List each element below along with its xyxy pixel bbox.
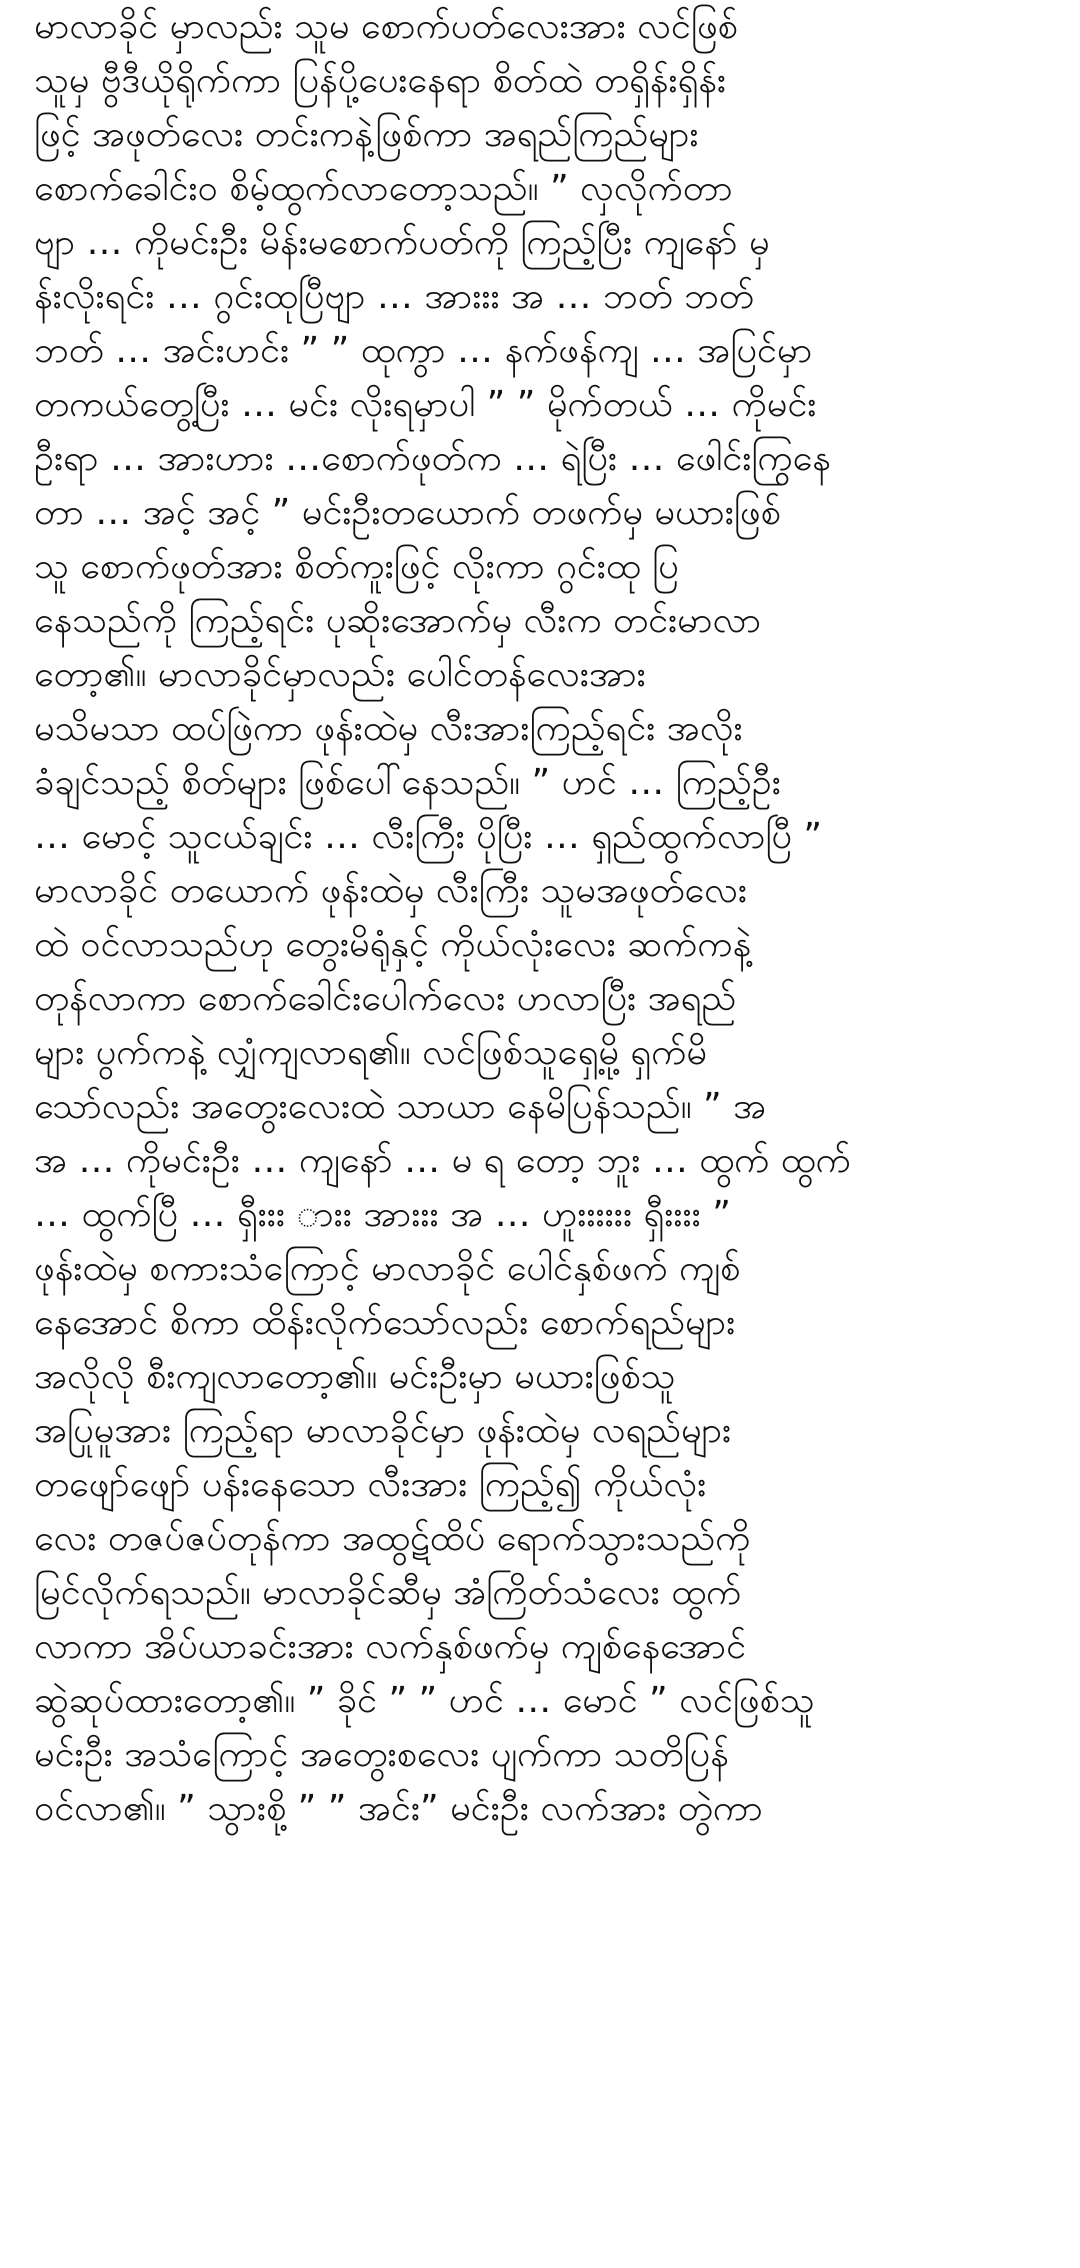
text-line: တာ … အင့် အင့် ” မင်းဦးတယောက် တဖက်မှ မယားဖြစ် [34, 492, 781, 533]
text-line: ဆွဲဆုပ်ထားတော့၏။ ” ခိုင် ” ” ဟင် … မောင် ” လင်ဖြစ်သူ [34, 1680, 815, 1721]
text-line: … ထွက်ပြီ … ရှီးးး ◌ားး အားးး အ … ဟူးးးးးး ရှီးးးး ” [34, 1194, 731, 1235]
story-text [34, 0, 1059, 1836]
text-line: ဖြင့် အဖုတ်လေး တင်းကနဲ့ဖြစ်ကာ အရည်ကြည်များ [34, 114, 699, 155]
text-line: လာကာ အိပ်ယာခင်းအား လက်နှစ်ဖက်မှ ကျစ်နေအောင် [34, 1626, 747, 1667]
text-line: အ … ကိုမင်းဦး … ကျနော် … မ ရ တော့ ဘူး … ထွက် ထွက် [34, 1140, 851, 1181]
text-line: တော့၏။ မာလာခိုင်မှာလည်း ပေါင်တန်လေးအား [34, 654, 646, 695]
text-line: စောက်ခေါင်းဝ စိမ့်ထွက်လာတော့သည်။ ” လှလိုက်တာ [34, 168, 733, 209]
text-line: သော်လည်း အတွေးလေးထဲ သာယာ နေမိပြန်သည်။ ” အ [34, 1086, 767, 1127]
text-line: ဖုန်းထဲမှ စကားသံကြောင့် မာလာခိုင် ပေါင်နှစ်ဖက် ကျစ် [34, 1248, 741, 1289]
text-line: မင်းဦး အသံကြောင့် အတွေးစလေး ပျက်ကာ သတိပြန် [34, 1734, 729, 1775]
text-line: ခံချင်သည့် စိတ်များ ဖြစ်ပေါ်နေသည်။ ” ဟင် … ကြည့်ဦး [34, 762, 781, 803]
text-line: မသိမသာ ထပ်ဖြဲကာ ဖုန်းထဲမှ လီးအားကြည့်ရင်း အလိုး [34, 708, 743, 749]
text-line: ဗျာ … ကိုမင်းဦး မိန်းမစောက်ပတ်ကို ကြည့်ပြီး ကျနော် မှ [34, 222, 770, 263]
text-line: လေး တဇပ်ဇပ်တုန်ကာ အထွဋ်ထိပ် ရောက်သွားသည်ကို [34, 1518, 751, 1559]
text-line: မာလာခိုင် တယောက် ဖုန်းထဲမှ လီးကြီး သူမအဖုတ်လေး [34, 870, 747, 911]
text-line: အပြုမူအား ကြည့်ရာ မာလာခိုင်မှာ ဖုန်းထဲမှ လရည်များ [34, 1410, 732, 1451]
text-line: ထဲ ဝင်လာသည်ဟု တွေးမိရုံနှင့် ကိုယ်လုံးလေး ဆက်ကနဲ့ [34, 924, 752, 965]
text-line: မြင်လိုက်ရသည်။ မာလာခိုင်ဆီမှ အံကြိတ်သံလေး ထွက် [34, 1572, 742, 1613]
text-line: ဝင်လာ၏။ ” သွားစို့ ” ” အင်း” မင်းဦး လက်အား တွဲကာ [34, 1788, 763, 1829]
text-line: နေအောင် စိကာ ထိန်းလိုက်သော်လည်း စောက်ရည်များ [34, 1302, 736, 1343]
text-line: ဦးရာ … အားဟား …စောက်ဖုတ်က … ရဲပြီး … ဖေါင်းကြွနေ [34, 438, 831, 479]
text-line: များ ပွက်ကနဲ့ လျှံကျလာရ၏။ လင်ဖြစ်သူရှေ့မို့ ရှက်မိ [34, 1032, 707, 1073]
text-line: နေသည်ကို ကြည့်ရင်း ပုဆိုးအောက်မှ လီးက တင်းမာလာ [34, 600, 762, 641]
text-line: ဘတ် … အင်းဟင်း ” ” ထုကွာ … နက်ဖန်ကျ … အပြင်မှာ [34, 330, 813, 371]
text-line: သူမှ ဗွီဒီယိုရိုက်ကာ ပြန်ပို့ပေးနေရာ စိတ်ထဲ တရှိန်းရှိန်း [34, 60, 727, 101]
text-line: မာလာခိုင် မှာလည်း သူမ စောက်ပတ်လေးအား လင်ဖြစ် [34, 6, 738, 47]
text-line: … မောင့် သူငယ်ချင်း … လီးကြီး ပိုပြီး … ရှည်ထွက်လာပြီ ” [34, 816, 823, 857]
text-line: သူ စောက်ဖုတ်အား စိတ်ကူးဖြင့် လိုးကာ ဂွင်းထု ပြ [34, 546, 679, 587]
text-line: န်းလိုးရင်း … ဂွင်းထုပြီဗျာ … အားးး အ … ဘတ် ဘတ် [34, 276, 754, 317]
text-line: တုန်လာကာ စောက်ခေါင်းပေါက်လေး ဟလာပြီး အရည် [34, 978, 737, 1019]
text-line: တဖျော်ဖျော် ပန်းနေသော လီးအား ကြည့်၍ ကိုယ်လုံး [34, 1464, 707, 1505]
text-line: တကယ်တွေ့ပြီး … မင်း လိုးရမှာပါ ” ” မိုက်တယ် … ကိုမင်း [34, 384, 817, 425]
text-line: အလိုလို စီးကျလာတော့၏။ မင်းဦးမှာ မယားဖြစ်သူ [34, 1356, 676, 1397]
